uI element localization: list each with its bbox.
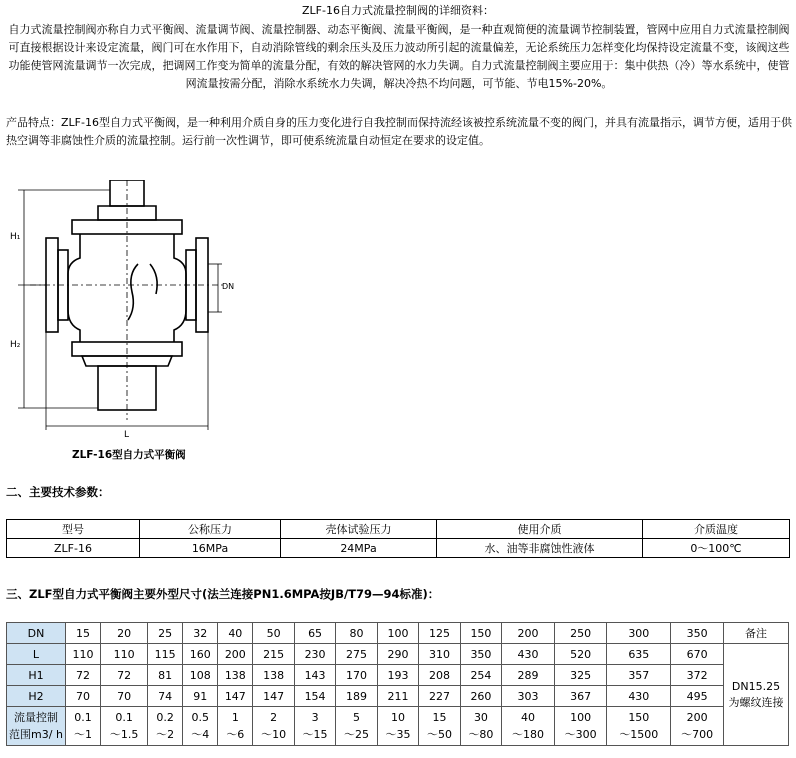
table-cell (671, 707, 724, 746)
table-cell: 水、油等非腐蚀性液体 (437, 539, 643, 558)
table-cell: 32 (183, 623, 218, 644)
flow-min: 40 (520, 711, 535, 724)
table-cell (218, 707, 253, 746)
section-2-heading: 二、主要技术参数： (6, 485, 110, 499)
page-title: ZLF-16自力式流量控制阀的详细资料： (302, 4, 494, 17)
table-cell: 254 (460, 665, 501, 686)
table-cell: 215 (253, 644, 294, 665)
table-header-cell: 壳体试验压力 (281, 520, 437, 539)
table-cell (183, 707, 218, 746)
label-dn: DN (222, 282, 235, 291)
table-cell: 200 (502, 623, 555, 644)
diagram-caption: ZLF-16型自力式平衡阀 (72, 449, 186, 461)
table-cell: 143 (294, 665, 335, 686)
dimensions-table (6, 622, 789, 746)
table-header-cell: 介质温度 (643, 520, 790, 539)
row-label: H1 (7, 665, 66, 686)
table-cell: 50 (253, 623, 294, 644)
flow-max: ～50 (426, 728, 452, 741)
table-cell (101, 707, 148, 746)
label-l: L (124, 430, 130, 440)
table-cell: 227 (419, 686, 460, 707)
table-cell: 372 (671, 665, 724, 686)
section-3-heading: 三、ZLF型自力式平衡阀主要外型尺寸(法兰连接PN1.6MPA按JB/T79—94标准)： (6, 587, 440, 601)
table-cell (377, 707, 418, 746)
table-cell: 193 (377, 665, 418, 686)
table-cell (148, 707, 183, 746)
table-cell: 250 (554, 623, 607, 644)
table-cell: 367 (554, 686, 607, 707)
table-cell: 72 (101, 665, 148, 686)
flow-max: ～1500 (619, 728, 659, 741)
flow-max: ～180 (511, 728, 544, 741)
table-cell: 16MPa (140, 539, 281, 558)
table-cell: 310 (419, 644, 460, 665)
table-cell: 138 (253, 665, 294, 686)
flow-max: ～1.5 (109, 728, 139, 741)
flow-min: 5 (353, 711, 361, 724)
table-row (7, 644, 789, 665)
table-cell: 138 (218, 665, 253, 686)
table-cell: 125 (419, 623, 460, 644)
table-cell: ZLF-16 (7, 539, 140, 558)
table-cell (66, 707, 101, 746)
table-cell (419, 707, 460, 746)
table-cell: 74 (148, 686, 183, 707)
table-cell (336, 707, 377, 746)
flow-max: ～1 (74, 728, 93, 741)
table-cell: 108 (183, 665, 218, 686)
note-header: 备注 (724, 623, 789, 644)
label-h2: H₂ (10, 340, 21, 350)
table-cell: 110 (101, 644, 148, 665)
label-h1: H₁ (10, 232, 21, 242)
table-cell: 430 (502, 644, 555, 665)
table-cell: 635 (607, 644, 671, 665)
table-cell: 150 (460, 623, 501, 644)
table-cell: 147 (253, 686, 294, 707)
flow-min: 1 (231, 711, 239, 724)
note-cell: DN15.25 为螺纹连接 (724, 644, 789, 746)
table-cell: 430 (607, 686, 671, 707)
table-cell: 211 (377, 686, 418, 707)
flow-max: ～700 (681, 728, 714, 741)
table-cell: 72 (66, 665, 101, 686)
flow-max: ～10 (261, 728, 287, 741)
table-cell: 670 (671, 644, 724, 665)
table-row (7, 665, 789, 686)
table-cell: 350 (460, 644, 501, 665)
flow-min: 30 (473, 711, 488, 724)
table-cell: 290 (377, 644, 418, 665)
table-cell: 495 (671, 686, 724, 707)
valve-diagram (10, 180, 240, 448)
flow-min: 0.1 (115, 711, 133, 724)
table-cell: 303 (502, 686, 555, 707)
table-row (7, 707, 789, 746)
flow-min: 15 (432, 711, 447, 724)
table-cell: 208 (419, 665, 460, 686)
flow-max: ～80 (468, 728, 494, 741)
table-cell: 15 (66, 623, 101, 644)
flow-min: 0.1 (74, 711, 92, 724)
row-label: DN (7, 623, 66, 644)
table-cell: 65 (294, 623, 335, 644)
table-cell: 70 (101, 686, 148, 707)
table-cell: 160 (183, 644, 218, 665)
table-cell: 81 (148, 665, 183, 686)
table-cell: 80 (336, 623, 377, 644)
table-cell: 115 (148, 644, 183, 665)
flow-min: 200 (686, 711, 708, 724)
table-cell: 91 (183, 686, 218, 707)
table-cell (607, 707, 671, 746)
table-cell: 0～100℃ (643, 539, 790, 558)
table-cell: 260 (460, 686, 501, 707)
flow-max: ～300 (564, 728, 597, 741)
flow-min: 100 (570, 711, 592, 724)
table-cell: 24MPa (281, 539, 437, 558)
table-cell: 300 (607, 623, 671, 644)
table-cell: 154 (294, 686, 335, 707)
row-label: H2 (7, 686, 66, 707)
table-cell: 230 (294, 644, 335, 665)
table-cell: 520 (554, 644, 607, 665)
table-cell (554, 707, 607, 746)
table-cell: 189 (336, 686, 377, 707)
table-cell (253, 707, 294, 746)
flow-max: ～6 (226, 728, 245, 741)
table-cell: 289 (502, 665, 555, 686)
table-cell: 275 (336, 644, 377, 665)
flow-min: 10 (391, 711, 405, 724)
table-cell: 20 (101, 623, 148, 644)
table-cell (294, 707, 335, 746)
flow-max: ～4 (191, 728, 210, 741)
table-row (7, 623, 789, 644)
table-cell: 70 (66, 686, 101, 707)
table-cell: 147 (218, 686, 253, 707)
valve-drawing (10, 180, 240, 445)
table-row (7, 539, 790, 558)
flow-max: ～15 (302, 728, 328, 741)
table-row (7, 520, 790, 539)
table-cell: 40 (218, 623, 253, 644)
row-label: L (7, 644, 66, 665)
table-cell (460, 707, 501, 746)
table-cell: 350 (671, 623, 724, 644)
table-cell: 25 (148, 623, 183, 644)
table-header-cell: 公称压力 (140, 520, 281, 539)
tech-params-table (6, 519, 790, 558)
flow-max: ～25 (344, 728, 370, 741)
table-header-cell: 型号 (7, 520, 140, 539)
table-cell: 325 (554, 665, 607, 686)
intro-paragraph: 自力式流量控制阀亦称自力式平衡阀、流量调节阀、流量控制器、动态平衡阀、流量平衡阀，是一种直观简便的流量调节控制装置，管网中应用自力式流量控制阀可直接根据设计来设定流量，阀门可在水作用下，自动消除管线的剩余压头及压力波动所引起的流量偏差，无论系统压力怎样变化均保持设定流量不变，该阀这些功能使管网流量调节一次完成，把调网工作变为简单的流量分配，有效的解决管网的水力失调。自力式流量控制阀主要应用于：集中供热（冷）等水系统中，使管网流量按需分配，消除水系统水力失调，解决冷热不均问题，可节能、节电15%-20%。 (8, 23, 790, 90)
flow-min: 0.5 (191, 711, 209, 724)
flow-min: 150 (628, 711, 650, 724)
table-cell: 170 (336, 665, 377, 686)
table-cell: 200 (218, 644, 253, 665)
flow-min: 0.2 (156, 711, 174, 724)
row-label: 流量控制 范围m3/ h (7, 707, 66, 746)
table-row (7, 686, 789, 707)
flow-min: 2 (270, 711, 278, 724)
table-cell (502, 707, 555, 746)
features-paragraph: 产品特点：ZLF-16型自力式平衡阀，是一种利用介质自身的压力变化进行自我控制而保持流经该被控系统流量不变的阀门，并具有流量指示，调节方便，适用于供热空调等非腐蚀性介质的流量控制。运行前一次性调节，即可使系统流量自动恒定在要求的设定值。 (6, 116, 792, 147)
table-header-cell: 使用介质 (437, 520, 643, 539)
table-cell: 357 (607, 665, 671, 686)
flow-min: 3 (311, 711, 319, 724)
flow-max: ～35 (385, 728, 411, 741)
table-cell: 100 (377, 623, 418, 644)
table-cell: 110 (66, 644, 101, 665)
flow-max: ～2 (156, 728, 175, 741)
